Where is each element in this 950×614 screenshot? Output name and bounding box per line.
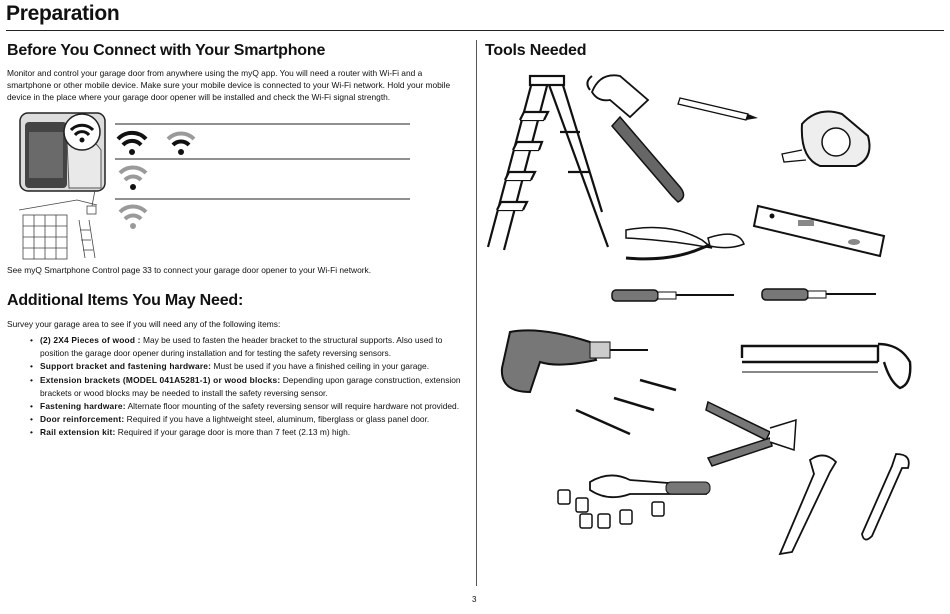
ladder-icon <box>488 76 608 250</box>
wrench-icon <box>780 455 836 554</box>
screwdriver-icon <box>612 290 734 301</box>
wifi-signal-illustration <box>17 110 412 262</box>
list-item: • Door reinforcement: Required if you have a lightweight steel, aluminum, fiberglass or glass panel door. <box>30 413 470 426</box>
list-item: • Fastening hardware: Alternate floor mounting of the safety reversing sensor will require hardware not provided. <box>30 400 470 413</box>
intro-paragraph: Monitor and control your garage door from anywhere using the myQ app. You will need a router with Wi-Fi and a smartphone or other mobile device. Make sure your mobile device is connected to your Wi-Fi network. Hold your mobile device in the place where your garage door opener will be installed and check the Wi-Fi signal strength. <box>7 68 451 102</box>
screwdriver-icon <box>762 289 876 300</box>
pliers-icon <box>626 228 744 259</box>
page-number: 3 <box>472 595 477 604</box>
level-icon <box>754 206 884 256</box>
wire-stripper-icon <box>706 402 796 466</box>
list-item: • Extension brackets (MODEL 041A5281-1) or wood blocks: Depending upon garage construction, extension brackets or wood blocks may be needed to install the safety reversing sensor. <box>30 374 470 400</box>
pencil-icon <box>678 98 758 120</box>
additional-items-list <box>30 334 470 440</box>
wifi-icon <box>120 206 146 229</box>
page-title: Preparation <box>6 2 120 25</box>
tools-illustration <box>480 62 945 582</box>
section-heading-tools: Tools Needed <box>485 42 587 59</box>
phone-in-hand-icon <box>20 113 105 191</box>
title-rule <box>6 30 944 31</box>
list-item: • Rail extension kit: Required if your garage door is more than 7 feet (2.13 m) high. <box>30 426 470 439</box>
drill-bit-icon <box>576 380 676 434</box>
see-note: See myQ Smartphone Control page 33 to connect your garage door opener to your Wi-Fi network. <box>7 265 372 275</box>
section-heading-smartphone: Before You Connect with Your Smartphone <box>7 42 326 59</box>
wifi-icon <box>120 167 146 190</box>
drill-icon <box>502 330 648 392</box>
socket-set-icon <box>558 475 710 528</box>
wrench-icon <box>862 454 909 540</box>
survey-text: Survey your garage area to see if you will need any of the following items: <box>7 319 281 329</box>
section-heading-additional: Additional Items You May Need: <box>7 292 244 309</box>
hacksaw-icon <box>742 344 910 388</box>
list-item: • (2) 2X4 Pieces of wood : May be used to fasten the header bracket to the structural supports. Also used to position the garage door opener during installation and for testing the safety reversing sensors. <box>30 334 470 360</box>
wifi-icon <box>168 133 194 155</box>
garage-sketch-icon <box>19 190 97 259</box>
hammer-icon <box>587 75 683 202</box>
wifi-icon <box>118 133 146 155</box>
column-divider <box>476 40 477 586</box>
tape-measure-icon <box>782 112 870 166</box>
list-item: • Support bracket and fastening hardware: Must be used if you have a finished ceiling in your garage. <box>30 360 470 373</box>
